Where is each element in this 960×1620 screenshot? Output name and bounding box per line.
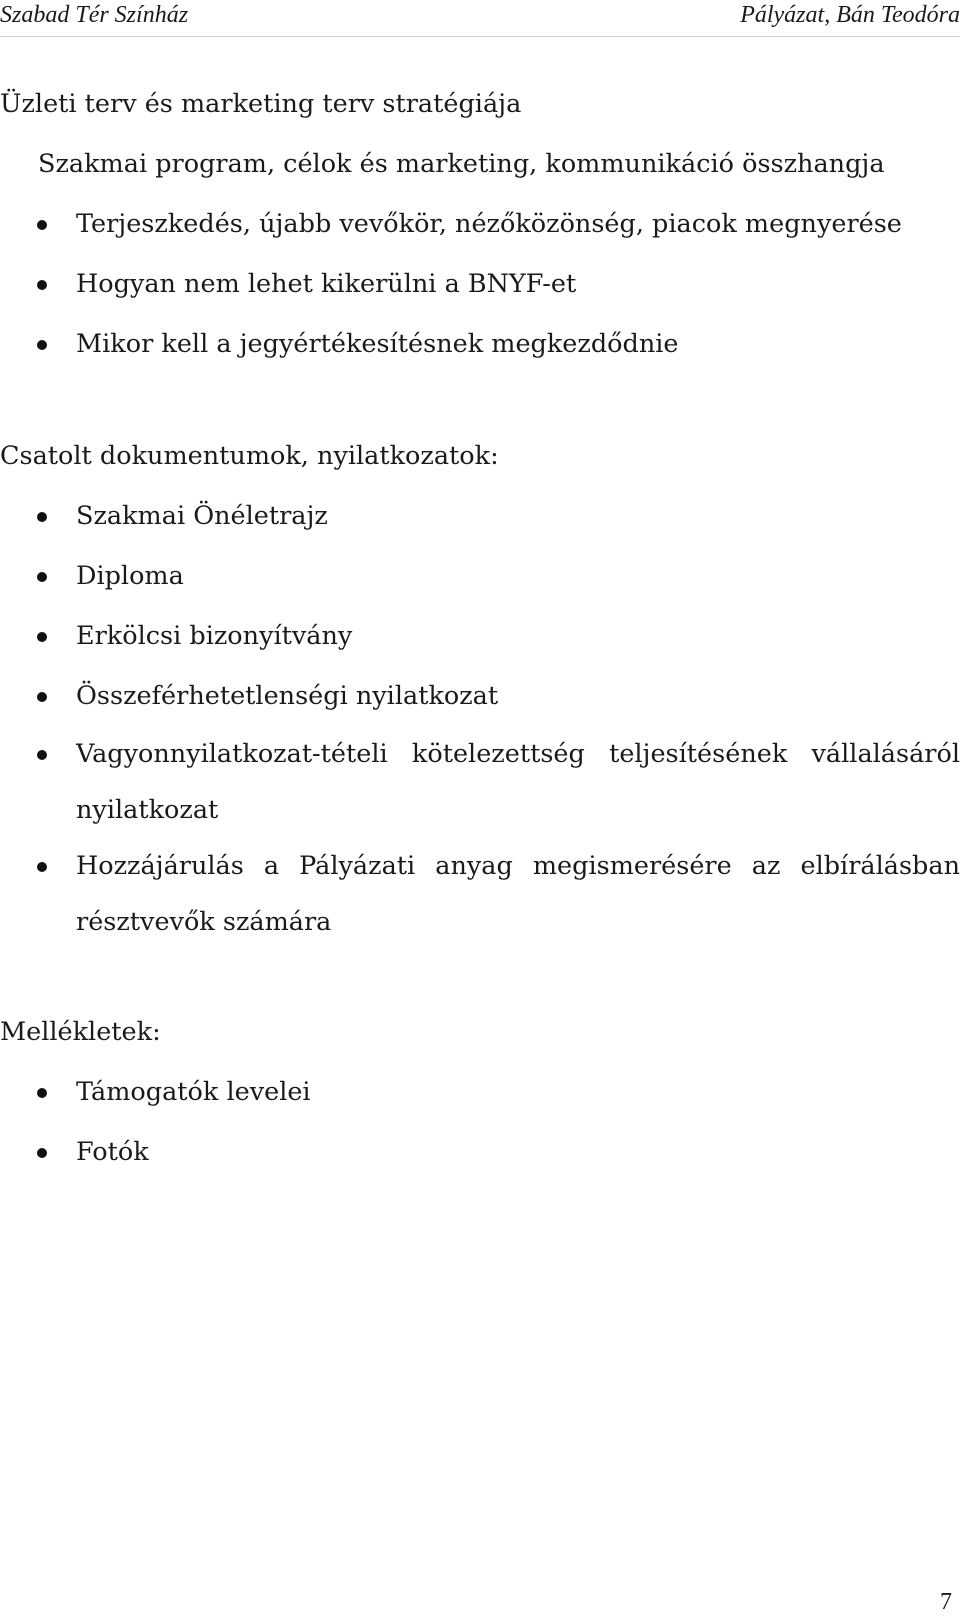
list-item xyxy=(0,838,960,950)
list-item-text: Vagyonnyilatkozat-tételi kötelezettség teljesítésének vállalásáról nyilatkozat xyxy=(76,739,960,825)
list-item xyxy=(0,194,960,254)
business-plan-list xyxy=(0,194,960,374)
header-organization: Szabad Tér Színház xyxy=(0,2,189,28)
list-item xyxy=(0,1062,960,1122)
list-item-text: Támogatók levelei xyxy=(76,1077,311,1107)
list-item-text: Hozzájárulás a Pályázati anyag megismerésére az elbírálásban résztvevők számára xyxy=(76,851,960,937)
list-item xyxy=(0,486,960,546)
section-title-business-plan: Üzleti terv és marketing terv stratégiája xyxy=(0,89,522,119)
spacer xyxy=(0,374,960,426)
appendices-list xyxy=(0,1062,960,1182)
list-item-text: Fotók xyxy=(76,1137,149,1167)
bullet-icon xyxy=(37,340,47,350)
bullet-icon xyxy=(37,220,47,230)
page-header xyxy=(0,0,960,32)
header-divider xyxy=(0,36,960,37)
bullet-icon xyxy=(37,750,47,760)
list-item xyxy=(0,546,960,606)
section-title-appendices: Mellékletek: xyxy=(0,1017,161,1047)
page-number: 7 xyxy=(940,1589,952,1615)
attached-documents-list xyxy=(0,486,960,950)
bullet-icon xyxy=(37,572,47,582)
list-item xyxy=(0,314,960,374)
bullet-icon xyxy=(37,1088,47,1098)
list-item xyxy=(0,254,960,314)
list-item xyxy=(0,726,960,838)
spacer xyxy=(0,950,960,1002)
list-item xyxy=(0,666,960,726)
list-item xyxy=(0,606,960,666)
list-item-text: Terjeszkedés, újabb vevőkör, nézőközönség, piacok megnyerése xyxy=(76,209,902,239)
list-item-text: Szakmai Önéletrajz xyxy=(76,501,328,531)
bullet-icon xyxy=(37,280,47,290)
header-document-title: Pályázat, Bán Teodóra xyxy=(740,2,960,28)
bullet-icon xyxy=(37,632,47,642)
bullet-icon xyxy=(37,862,47,872)
section-subtitle-program: Szakmai program, célok és marketing, kommunikáció összhangja xyxy=(38,149,885,179)
list-item-text: Diploma xyxy=(76,561,184,591)
bullet-icon xyxy=(37,692,47,702)
list-item-text: Összeférhetetlenségi nyilatkozat xyxy=(76,681,499,711)
document-body xyxy=(0,74,960,1182)
list-item xyxy=(0,1122,960,1182)
list-item-text: Erkölcsi bizonyítvány xyxy=(76,621,353,651)
section-title-attachments: Csatolt dokumentumok, nyilatkozatok: xyxy=(0,441,499,471)
bullet-icon xyxy=(37,1148,47,1158)
list-item-text: Hogyan nem lehet kikerülni a BNYF-et xyxy=(76,269,577,299)
list-item-text: Mikor kell a jegyértékesítésnek megkezdődnie xyxy=(76,329,679,359)
bullet-icon xyxy=(37,512,47,522)
